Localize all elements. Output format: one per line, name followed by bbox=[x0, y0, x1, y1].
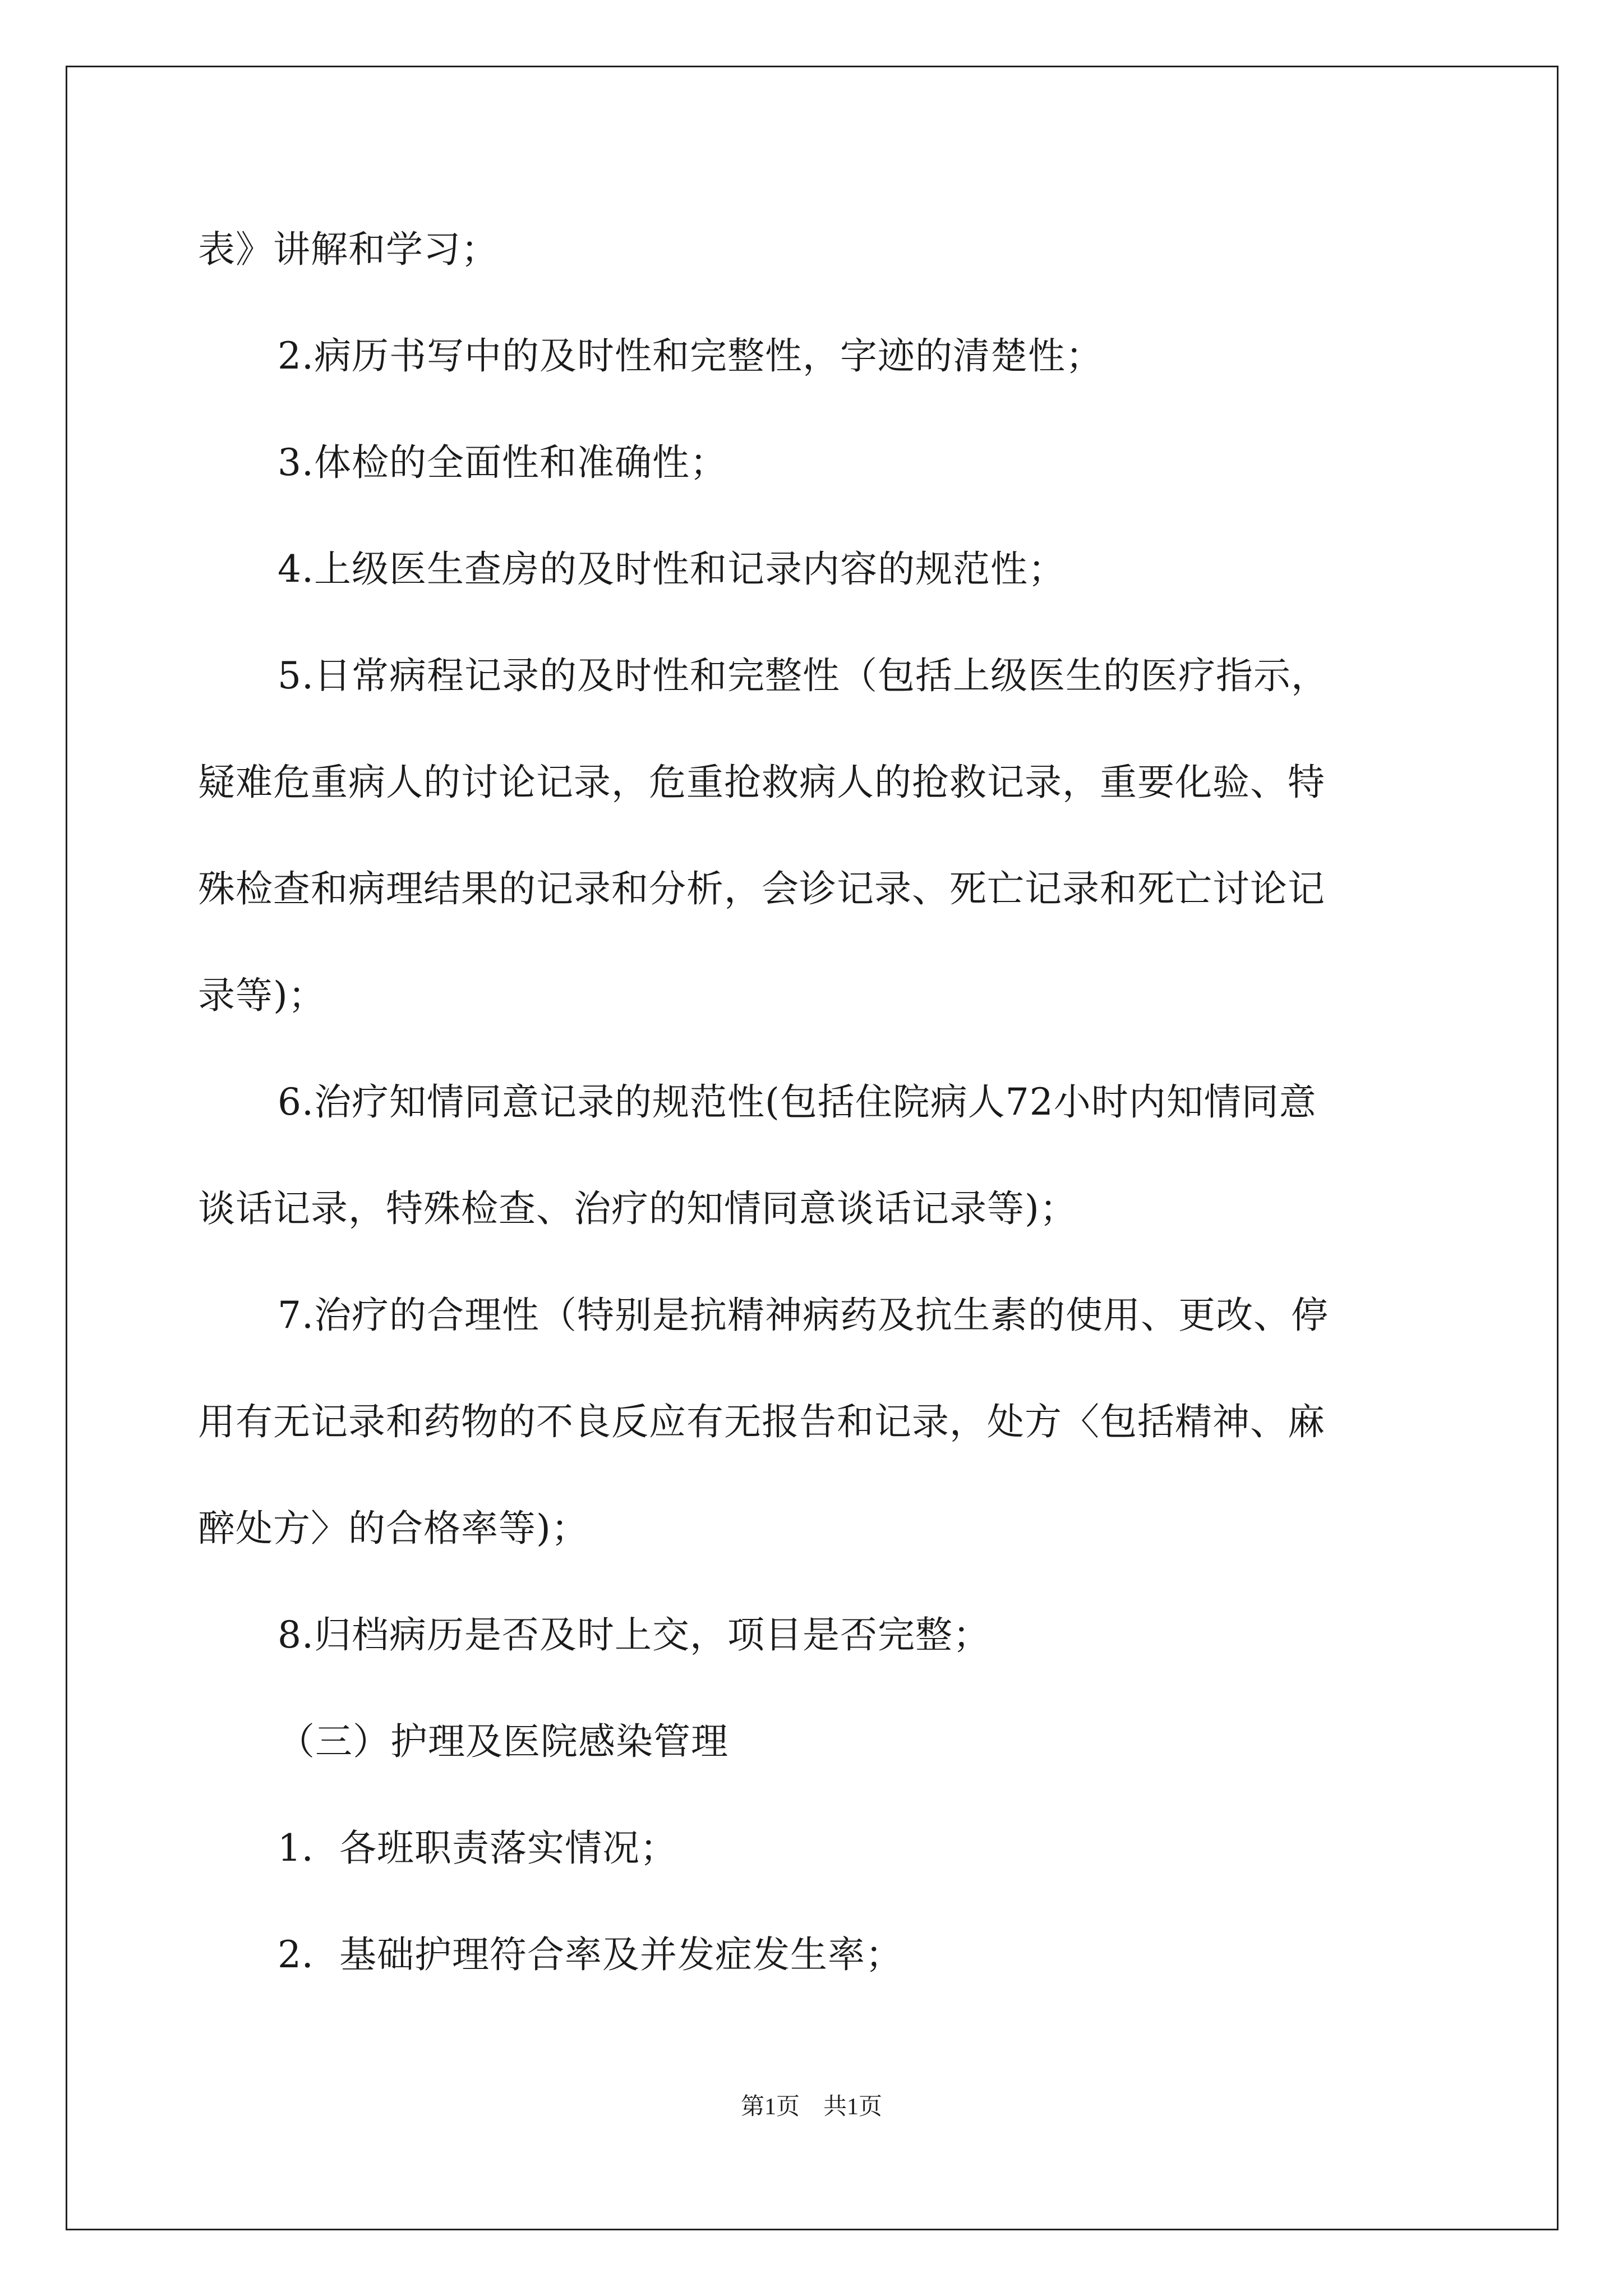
page-number: 第1页 共1页 bbox=[740, 2094, 882, 2120]
list-item: 6.治疗知情同意记录的规范性(包括住院病人72小时内知情同意 bbox=[278, 1080, 1317, 1124]
list-item: 2．基础护理符合率及并发症发生率； bbox=[278, 1933, 903, 1976]
list-item: 2.病历书写中的及时性和完整性，字迹的清楚性； bbox=[278, 334, 1103, 378]
list-item: 8.归档病历是否及时上交，项目是否完整； bbox=[278, 1613, 990, 1657]
text-line: 用有无记录和药物的不良反应有无报告和记录，处方〈包括精神、麻 bbox=[198, 1400, 1325, 1443]
list-item: 7.治疗的合理性（特别是抗精神病药及抗生素的使用、更改、停 bbox=[278, 1294, 1329, 1337]
text-line: 谈话记录，特殊检查、治疗的知情同意谈话记录等)； bbox=[198, 1187, 1077, 1230]
text-line: 录等)； bbox=[198, 974, 326, 1017]
list-item: 5.日常病程记录的及时性和完整性（包括上级医生的医疗指示， bbox=[278, 654, 1329, 697]
text-line: 表》讲解和学习； bbox=[198, 228, 499, 271]
text-line: 殊检查和病理结果的记录和分析，会诊记录、死亡记录和死亡讨论记 bbox=[198, 867, 1325, 910]
list-item: 3.体检的全面性和准确性； bbox=[278, 441, 727, 484]
text-line: 醉处方〉的合格率等)； bbox=[198, 1507, 589, 1550]
list-item: 1．各班职责落实情况； bbox=[278, 1826, 677, 1870]
section-heading: （三）护理及医院感染管理 bbox=[278, 1720, 728, 1763]
text-line: 疑难危重病人的讨论记录，危重抢救病人的抢救记录，重要化验、特 bbox=[198, 761, 1325, 804]
page-border bbox=[66, 66, 1559, 2230]
list-item: 4.上级医生查房的及时性和记录内容的规范性； bbox=[278, 547, 1066, 591]
